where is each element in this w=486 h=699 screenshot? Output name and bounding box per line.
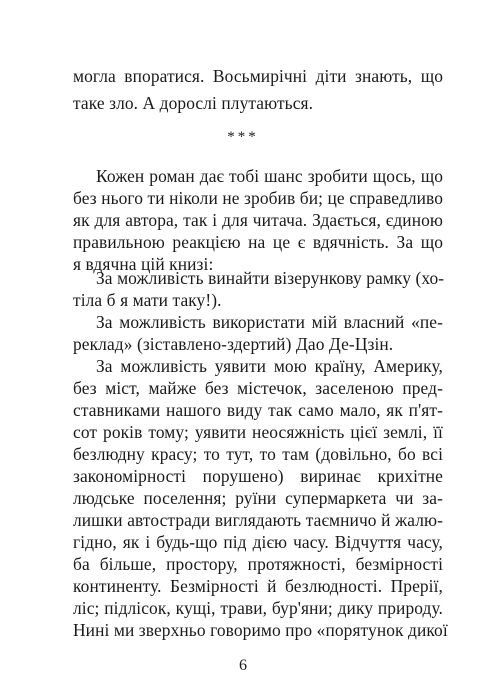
text-line: я вдячна цій книзі:: [73, 254, 214, 274]
text-line: безлюдну красу; то тут, то там (довільно, бо всі: [73, 444, 443, 464]
text-line: людське поселення; руїни супермаркета чи за-: [73, 488, 443, 508]
text-line: За можливість використати мій власний «пе-: [96, 312, 443, 332]
text-line: Кожен роман дає тобі шанс зробити щось, що: [96, 166, 443, 186]
text-line: як для автора, так і для читача. Здається, єдиною: [73, 210, 443, 230]
text-line: без нього ти ніколи не зробив би; це справедливо: [73, 188, 443, 208]
text-line: За можливість уявити мою країну, Америку,: [96, 356, 443, 376]
text-line: закономірності порушено) виринає крихітне: [73, 466, 443, 486]
text-line: могла впоратися. Восьмирічні діти знають, що: [73, 66, 443, 86]
text-line: гідно, як і будь-що під дією часу. Відчуття часу,: [73, 532, 443, 552]
text-line: ставниками нашого виду так само мало, як п'ят-: [73, 400, 443, 420]
section-separator: ***: [227, 129, 259, 145]
text-line: континенту. Безмірності й безлюдності. Прерії,: [73, 576, 443, 596]
text-line: ба більше, простору, протяжності, безмірності: [73, 554, 443, 574]
text-line: За можливість винайти візерункову рамку (хо-: [96, 268, 445, 288]
text-line: лишки автостради виглядають таємничо й жалю-: [73, 510, 443, 530]
text-line: тіла б я мати таку!).: [73, 290, 222, 310]
text-line: без міст, майже без містечок, заселеною пред-: [73, 378, 443, 398]
text-line: реклад» (зіставлено-здертий) Дао Де-Цзін.: [73, 334, 394, 354]
page-number: 6: [238, 657, 248, 674]
text-line: сот років тому; уявити неосяжність цієї землі, її: [73, 422, 443, 442]
text-line: правильною реакцією на це є вдячність. За що: [73, 232, 443, 252]
text-line: ліс; підлісок, кущі, трави, бур'яни; дику природу.: [73, 598, 443, 618]
text-line: таке зло. А дорослі плутаються.: [73, 93, 314, 113]
text-line: Нині ми зверхньо говоримо про «порятунок дикої: [73, 620, 448, 640]
